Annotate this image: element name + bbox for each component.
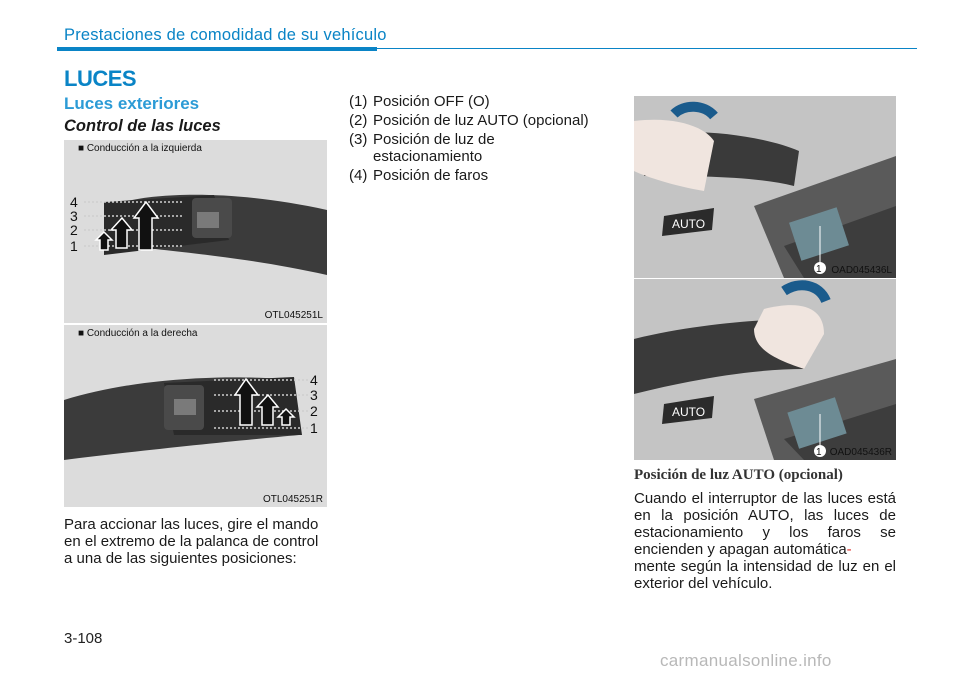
auto-switch-illustration	[634, 279, 896, 460]
list-item	[349, 167, 619, 184]
section-title: LUCES	[64, 66, 137, 91]
position-number-4: 4	[70, 194, 78, 210]
watermark: carmanualsonline.info	[660, 651, 832, 670]
list-item	[349, 112, 619, 129]
auto-badge-label: AUTO	[672, 405, 706, 419]
subsubsection-title: Control de las luces	[64, 117, 221, 135]
figure-caption: ■ Conducción a la derecha	[78, 328, 198, 339]
position-number-3: 3	[310, 387, 318, 403]
hyphen-mark: -	[846, 541, 852, 558]
list-item-number: (2)	[349, 112, 368, 129]
figure-auto-right-hand-drive	[634, 279, 896, 460]
callout-marker: 1	[816, 447, 822, 458]
auto-body-part2: mente según la intensidad de luz en el exterior del vehículo.	[634, 558, 896, 592]
auto-position-heading: Posición de luz AUTO (opcional)	[634, 467, 843, 483]
position-list	[349, 93, 619, 186]
callout-marker: 1	[816, 264, 822, 275]
light-lever-illustration	[64, 325, 327, 507]
figure-code: OTL045251R	[262, 494, 323, 505]
position-number-2: 2	[310, 403, 318, 419]
list-item-text: Posición OFF (O)	[373, 93, 490, 110]
auto-badge-label: AUTO	[672, 217, 706, 231]
auto-body-part1: Cuando el interruptor de las luces está en la posición AUTO, las luces de estacionamiento y los faros se encienden y apagan automática	[634, 490, 896, 558]
list-item-text: Posición de luz de estacionamiento	[373, 131, 495, 165]
list-item-number: (1)	[349, 93, 368, 110]
intro-paragraph: Para accionar las luces, gire el mando en el extremo de la palanca de control a una de las siguientes posiciones:	[64, 516, 319, 567]
list-item-text: Posición de luz AUTO (opcional)	[373, 112, 589, 129]
list-item	[349, 93, 619, 110]
header-rule-thin	[377, 48, 917, 49]
subsection-title: Luces exteriores	[64, 94, 200, 113]
figure-right-hand-drive-lever	[64, 325, 327, 507]
list-item	[349, 131, 619, 165]
list-item-number: (4)	[349, 167, 368, 184]
figure-auto-left-hand-drive	[634, 96, 896, 278]
figure-code: OAD045436L	[831, 265, 892, 276]
page-number: 3-108	[64, 630, 103, 647]
figure-left-hand-drive-lever	[64, 140, 327, 323]
position-number-2: 2	[70, 222, 78, 238]
position-number-1: 1	[70, 238, 78, 254]
figure-code: OAD045436R	[829, 447, 892, 458]
header-rule-thick	[57, 47, 377, 51]
figure-code: OTL045251L	[264, 310, 323, 321]
chapter-header-title: Prestaciones de comodidad de su vehículo	[64, 26, 387, 44]
position-number-1: 1	[310, 420, 318, 436]
auto-switch-illustration	[634, 96, 896, 278]
auto-position-paragraph	[634, 490, 896, 592]
position-number-4: 4	[310, 372, 318, 388]
position-number-3: 3	[70, 208, 78, 224]
list-item-text: Posición de faros	[373, 167, 489, 184]
light-lever-illustration	[64, 140, 327, 323]
figure-caption: ■ Conducción a la izquierda	[78, 143, 202, 154]
list-item-number: (3)	[349, 131, 368, 148]
